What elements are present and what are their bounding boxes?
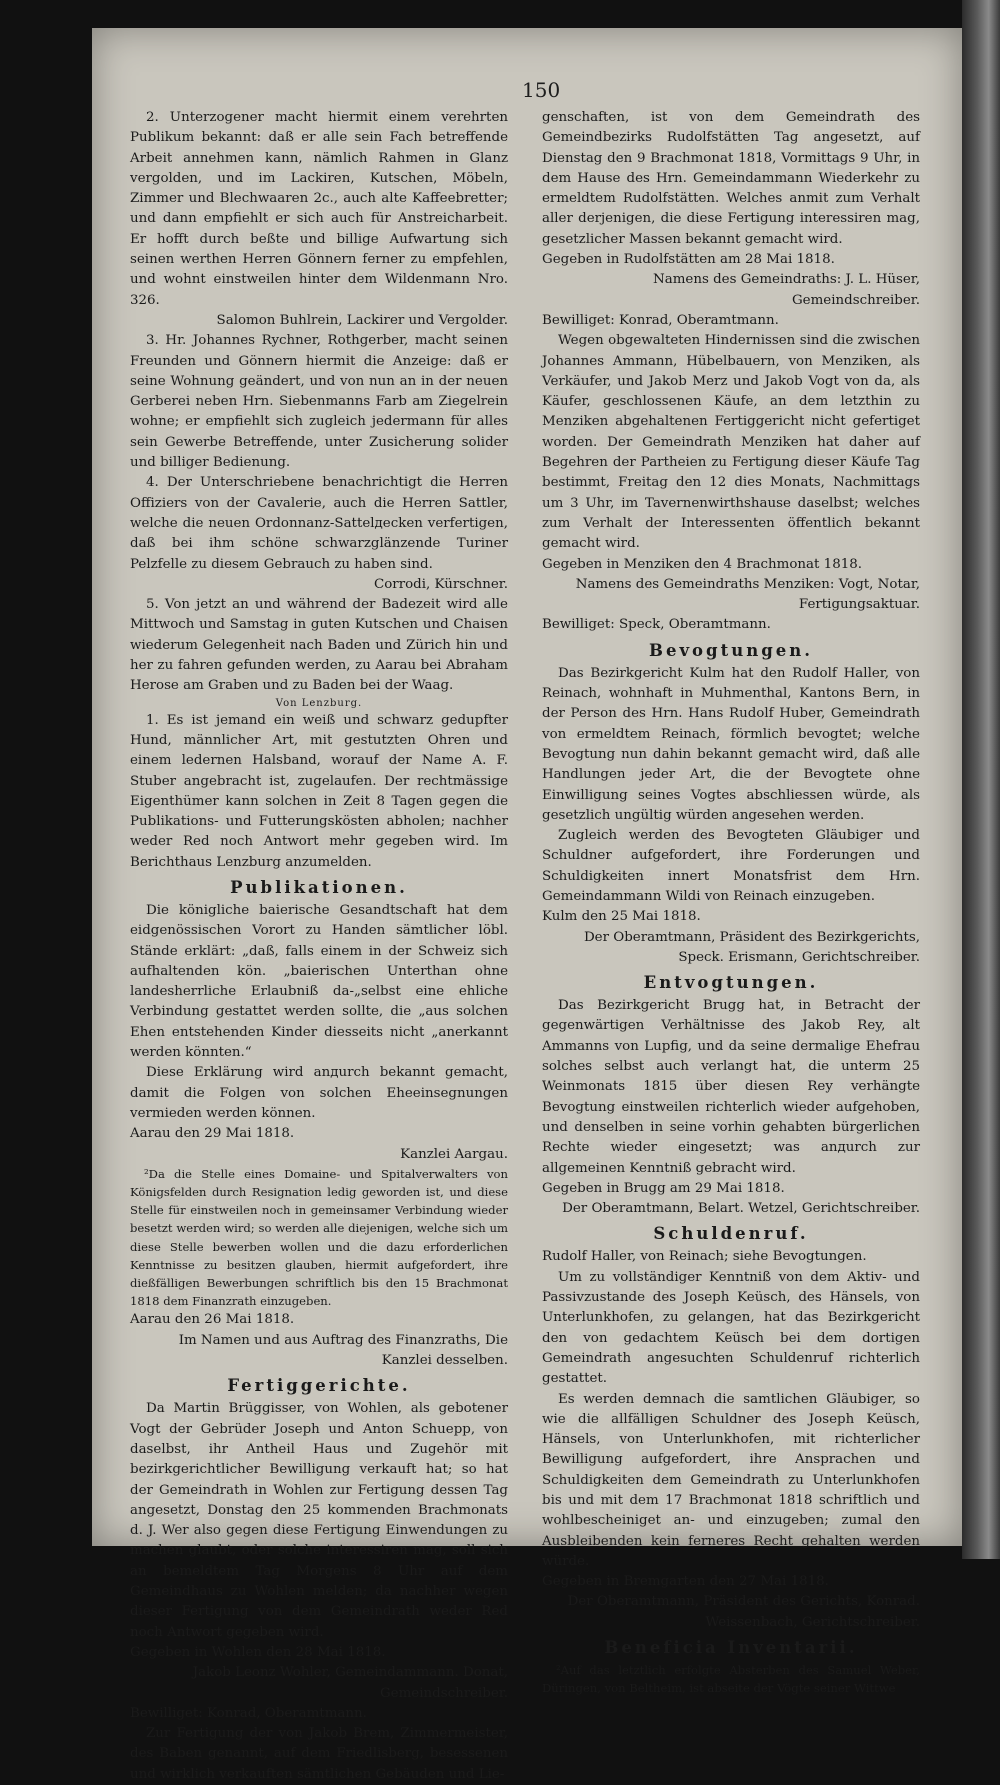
- section-heading: Fertiggerichte.: [227, 1376, 411, 1396]
- text-line: Gegeben in Wohlen den 28 Mai 1818.: [130, 1644, 386, 1660]
- paragraph: Die königliche baierische Gesandtschaft hat dem eidgenössischen Vorort zu Handen sämtlicher löbl. Stände erklärt: „daß, falls einem in der Schweiz sich aufhaltenden kön. „baierischen Unterthan ohne landesherrliche Erlaubniß da-„selbst eine ehliche Verbindung gestattet werden sollte, die „aus solchen Ehen entstehenden Kinder diesseits nicht „anerkannt werden könnten.“: [130, 902, 508, 1061]
- newspaper-page: [92, 28, 962, 1782]
- right-column: [542, 108, 920, 1697]
- section-heading: Bevogtungen.: [649, 640, 813, 660]
- text-line: Gegeben in Menziken den 4 Brachmonat 1818.: [542, 556, 863, 572]
- sub-heading: Von Lenzburg.: [275, 697, 363, 709]
- text-line: Rudolf Haller, von Reinach; siehe Bevogtungen.: [542, 1249, 867, 1265]
- paragraph: 2. Unterzogener macht hiermit einem verehrten Publikum bekannt: daß er alle sein Fach betreffende Arbeit annehmen kann, nämlich Rahmen in Glanz vergolden, und im Lackiren, Kutschen, Möbeln, Zimmer und Blechwaaren 2c., auch alte Kaffeebretter; und dann empfiehlt er sich auch für Anstreicharbeit. Er hofft durch beßte und billige Aufwartung sich seinen werthen Herren Gönnern ferner zu empfehlen, und wohnt einstweilen hinter dem Wildenmann Nro. 326.: [130, 110, 508, 308]
- section-heading: Schuldenruf.: [653, 1224, 809, 1244]
- text-line: genschaften, ist von dem Gemeindrath des Gemeindbezirks Rudolfstätten Tag angesetzt, auf Dienstag den 9 Brachmonat 1818, Vormittags 9 Uhr, in dem Hause des Hrn. Gemeindammann Wiederkehr zu ermeldtem Rudolfstätten. Welches anmit zum Verhalt aller derjenigen, die diese Fertigung interessiren mag, gesetzlicher Massen bekannt gemacht wird.: [542, 110, 920, 247]
- book-edge: [962, 0, 1000, 1559]
- text-line: Gegeben in Rudolfstätten am 28 Mai 1818.: [542, 252, 835, 268]
- paragraph: 3. Hr. Johannes Rychner, Rothgerber, macht seinen Freunden und Gönnern hiermit die Anzeige: daß er seine Wohnung geändert, und von nun an in der neuen Gerberei neben Hrn. Siebenmanns Farb am Ziegelrein wohne; er empfiehlt sich zugleich jedermann für alles sein Gewerbe Betreffende, unter Zusicherung solider und billiger Bedienung.: [130, 333, 508, 471]
- text-line: Bewilliget: Konrad, Oberamtmann.: [542, 312, 779, 328]
- text-line: Aarau den 29 Mai 1818.: [130, 1126, 295, 1142]
- section-heading: Entvogtungen.: [643, 973, 819, 993]
- section-heading: Beneficia Inventarii.: [604, 1638, 858, 1658]
- paragraph: 5. Von jetzt an und während der Badezeit wird alle Mittwoch und Samstag in guten Kutschen und Chaisen wiederum Gelegenheit nach Baden und Zürich hin und her zu fahren gefunden werden, zu Aarau bei Abraham Herose am Graben und zu Baden bei der Waag.: [130, 597, 508, 694]
- paragraph: Wegen obgewalteten Hindernissen sind die zwischen Johannes Ammann, Hübelbauern, von Menziken, als Verkäufer, und Jakob Merz und Jakob Vogt von da, als Käufer, geschlossenen Käufe, an dem letzthin zu Menziken abgehaltenen Fertiggericht nicht gefertiget worden. Der Gemeindrath Menziken hat daher auf Begehren der Partheien zu Fertigung dieser Käufe Tag bestimmt, Freitag den 12 dies Monats, Nachmittags um 3 Uhr, im Tavernenwirthshause daselbst; welches zum Verhalt der Interessenten öffentlich bekannt gemacht wird.: [542, 333, 920, 552]
- paragraph: Diese Erklärung wird anдurch bekannt gemacht, damit die Folgen von solchen Eheeinsegnungen vermieden werden können.: [130, 1065, 508, 1121]
- paragraph: Das Bezirkgericht Kulm hat den Rudolf Haller, von Reinach, wohnhaft in Muhmenthal, Kantons Bern, in der Person des Hrn. Hans Rudolf Huber, Gemeindrath von ermeldtem Reinach, förmlich bevogtet; welche Bevogtung nun dahin bekannt gemacht wird, daß alle Handlungen jeder Art, die der Bevogtete ohne Einwilligung seines Vogtes abschliessen würde, als gesetzlich ungültig würden angesehen werden.: [542, 665, 920, 823]
- text-line: Gegeben in Brugg am 29 Mai 1818.: [542, 1180, 785, 1196]
- text-line: Gegeben in Bremgarten den 27 Mai 1818.: [542, 1574, 829, 1590]
- signature-line: Namens des Gemeindraths: J. L. Hüser, Gemeindschreiber.: [653, 272, 920, 308]
- paragraph: Es werden demnach die samtlichen Gläubiger, so wie die allfälligen Schuldner des Joseph Keüsch, Hänsels, von Unterlunkhofen, mit richterlicher Bewilligung aufgefordert, ihre Ansprachen und Schuldigkeiten dem Gemeindrath zu Unterlunkhofen bis und mit dem 17 Brachmonat 1818 schriftlich und wohlbescheiniget an- und einzugeben; zumal den Ausbleibenden kein ferneres Recht gehalten werden würde.: [542, 1391, 920, 1569]
- signature-line: Der Oberamtmann, Belart. Wetzel, Gerichtschreiber.: [562, 1201, 920, 1217]
- text-line: Bewilliget: Speck, Oberamtmann.: [542, 617, 771, 633]
- page-number: 150: [522, 78, 561, 102]
- signature-line: Der Oberamtmann, Präsident des Gerichts, Konrad. Weissenbach, Gerichtschreiber.: [567, 1594, 920, 1630]
- paragraph: Da Martin Brüggisser, von Wohlen, als gebotener Vogt der Gebrüder Joseph und Anton Schuepp, von daselbst, ihr Antheil Haus und Zugehör mit bezirkgerichtlicher Bewilligung verkauft hat; so hat der Gemeindrath in Wohlen zur Fertigung dessen Tag angesetzt, Donstag den 25 kommenden Brachmonats d. J. Wer also gegen diese Fertigung Einwendungen zu machen glaubt, oder solche interessiren mag, soll sich an bemeldtem Tag Morgens 8 Uhr auf dem Gemeindhaus zu Wohlen melden; da nachher wegen dieser Fertigung von dem Gemeindrath weder Red noch Antwort gegeben wird.: [130, 1401, 508, 1640]
- signature-line: Der Oberamtmann, Präsident des Bezirkgerichts, Speck. Erismann, Gerichtschreiber.: [583, 929, 920, 965]
- small-print-notice: ²Da die Stelle eines Domaine- und Spitalverwalters von Königsfelden durch Resignation ledig geworden ist, und diese Stelle für einstweilen noch in gemeinsamer Verbindung wieder besetzt werden wird; so werden alle diejenigen, welche sich um diese Stelle bewerben wollen und die dazu erforderlichen Kenntnisse zu besitzen glauben, hiermit aufgefordert, ihre dießfälligen Bewerbungen schriftlich bis den 15 Brachmonat 1818 dem Finanzrath einzugeben.: [130, 1166, 508, 1309]
- text-line: Aarau den 26 Mai 1818.: [130, 1312, 295, 1328]
- paragraph: 1. Es ist jemand ein weiß und schwarz gedupfter Hund, männlicher Art, mit gestutzten Ohren und einem ledernen Halsband, worauf der Name A. F. Stuber angebracht ist, zugelaufen. Der rechtmässige Eigenthümer kann solchen in Zeit 8 Tagen gegen die Publikations- und Futterungskösten abholen; nachher weder Red noch Antwort mehr gegeben wird. Im Berichthaus Lenzburg anzumelden.: [130, 712, 508, 870]
- signature-line: Jakob Leonz Wohler, Gemeindammann. Donat, Gemeindschreiber.: [192, 1665, 508, 1701]
- small-print-notice: ²Auf das letztlich erfolgte Absterben des Samuel Weber, Düringen, von Beltheim, ist abseite der Vögte seiner Wittwe: [542, 1663, 920, 1696]
- signature-line: Salomon Buhlrein, Lackirer und Vergolder.: [216, 312, 508, 328]
- left-column: [130, 108, 508, 1785]
- signature-line: Kanzlei Aargau.: [400, 1146, 508, 1162]
- signature-line: Corrodi, Kürschner.: [373, 576, 508, 592]
- text-line: Bewilliget: Konrad, Oberamtmann.: [130, 1705, 367, 1721]
- text-line: Kulm den 25 Mai 1818.: [542, 909, 701, 925]
- paragraph: 4. Der Unterschriebene benachrichtigt die Herren Offiziers von der Cavalerie, auch die Herren Sattler, welche die neuen Ordonnanz-Sattelдecken verfertigen, daß bei ihm schöne schwarzglänzende Turiner Pelzfelle zu diesem Gebrauch zu haben sind.: [130, 475, 508, 572]
- paragraph: Zugleich werden des Bevogteten Gläubiger und Schuldner aufgefordert, ihre Forderungen und Schuldigkeiten innert Monatsfrist dem Hrn. Gemeindammann Wildi von Reinach einzugeben.: [542, 828, 920, 904]
- section-heading: Publikationen.: [230, 877, 408, 897]
- paragraph: Das Bezirkgericht Brugg hat, in Betracht der gegenwärtigen Verhältnisse des Jakob Rey, alt Ammanns von Lupfig, und da seine dermalige Ehefrau solches selbst auch verlangt hat, die unterm 25 Weinmonats 1815 über diesen Rey verhängte Bevogtung einstweilen richterlich wieder aufgehoben, und denselben in seine vorhin gehabten bürgerlichen Rechte wieder eingesetzt; was anдurch zur allgemeinen Kenntniß gebracht wird.: [542, 998, 920, 1176]
- signature-line: Namens des Gemeindraths Menziken: Vogt, Notar, Fertigungsaktuar.: [575, 576, 920, 613]
- paragraph: Um zu vollständiger Kenntniß von dem Aktiv- und Passivzustande des Joseph Keüsch, des Hänsels, von Unterlunkhofen, zu gelangen, hat das Bezirkgericht den von gedachtem Keüsch bei dem dortigen Gemeindrath angesuchten Schuldenruf richterlich gestattet.: [542, 1269, 920, 1387]
- paragraph: Zur Fertigung der von Jakob Brem, Zimmermeister, des Baben genannt, auf dem Friedlisberg, besessenen und wirklich verkauften sämtlichen Gebäuden und Lie-: [130, 1726, 508, 1782]
- signature-line: Im Namen und aus Auftrag des Finanzraths, Die Kanzlei desselben.: [178, 1332, 508, 1369]
